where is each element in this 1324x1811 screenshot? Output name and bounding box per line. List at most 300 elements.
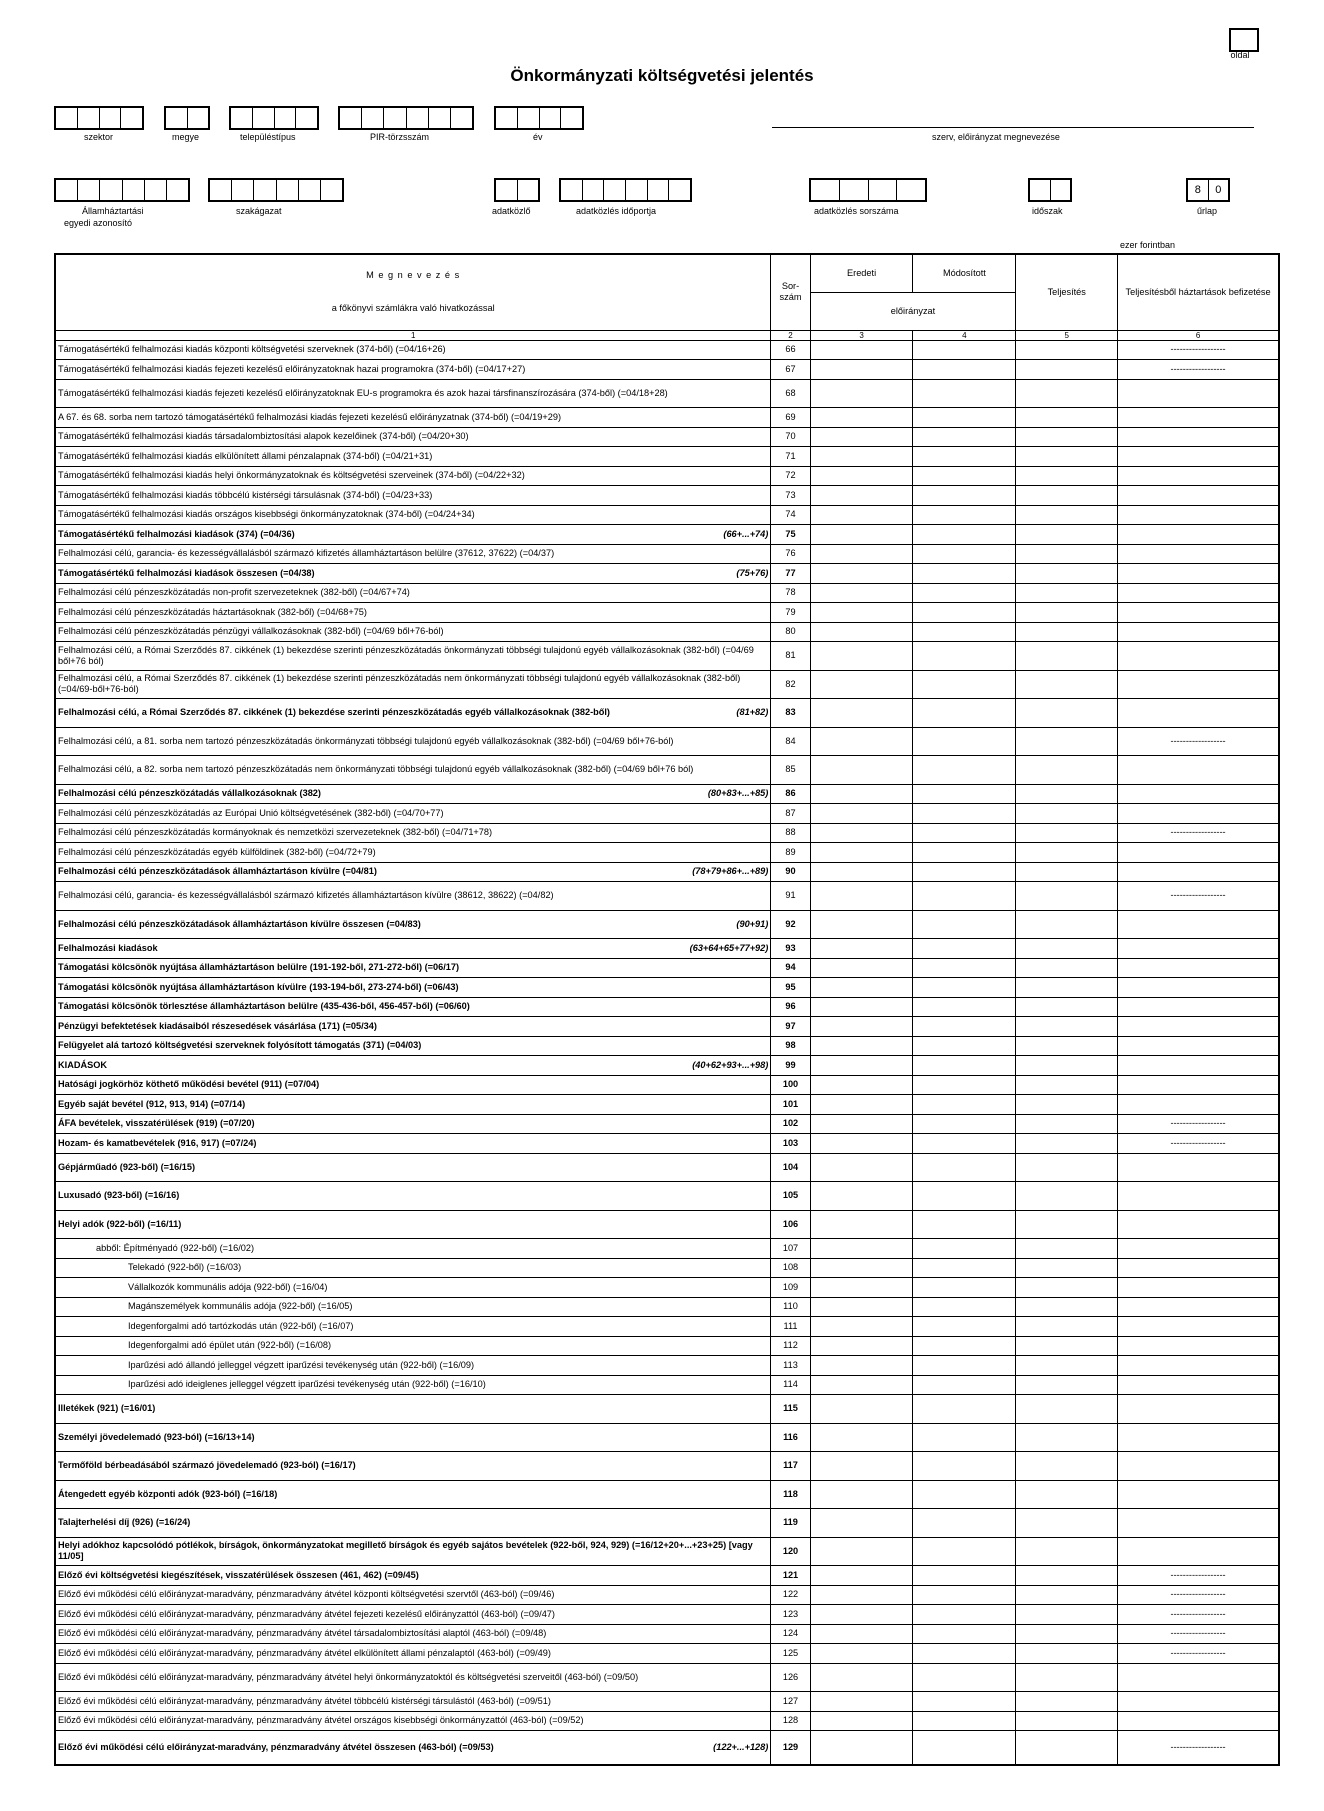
row-number: 81 <box>771 642 810 671</box>
value-cell[interactable] <box>810 1731 913 1765</box>
value-cell[interactable] <box>1016 756 1118 785</box>
haztartasok-cell[interactable]: ------------------ <box>1118 360 1279 380</box>
haztartasok-cell[interactable] <box>1118 670 1279 699</box>
value-cell[interactable] <box>913 1423 1016 1452</box>
value-cell[interactable] <box>913 997 1016 1017</box>
row-label <box>55 642 771 671</box>
value-cell[interactable] <box>913 447 1016 467</box>
value-cell[interactable] <box>913 1017 1016 1037</box>
value-cell[interactable] <box>1016 843 1118 863</box>
row-number: 110 <box>771 1297 810 1317</box>
haztartasok-cell[interactable] <box>1118 1395 1279 1424</box>
value-cell[interactable] <box>1016 1056 1118 1076</box>
value-cell[interactable] <box>1016 882 1118 911</box>
value-cell[interactable] <box>1016 622 1118 642</box>
haztartasok-cell[interactable]: ------------------ <box>1118 1585 1279 1605</box>
value-cell[interactable] <box>1016 1317 1118 1337</box>
haztartasok-cell[interactable] <box>1118 564 1279 584</box>
value-cell[interactable] <box>1016 1375 1118 1395</box>
value-cell[interactable] <box>810 564 913 584</box>
haztartasok-cell[interactable] <box>1118 1336 1279 1356</box>
row-text: Felhalmozási célú pénzeszközátadás egyéb külföldinek (382-ből) (=04/72+79) <box>58 846 376 857</box>
value-cell[interactable] <box>913 699 1016 728</box>
value-cell[interactable] <box>810 379 913 408</box>
haztartasok-cell[interactable] <box>1118 408 1279 428</box>
value-cell[interactable] <box>913 1297 1016 1317</box>
value-cell[interactable] <box>1016 1017 1118 1037</box>
value-cell[interactable] <box>1016 564 1118 584</box>
row-label <box>55 1509 771 1538</box>
allamhaztartasi-label: Államháztartási <box>82 206 144 216</box>
value-cell[interactable] <box>913 1153 1016 1182</box>
value-cell[interactable] <box>1016 1336 1118 1356</box>
sorszama-label: adatközlés sorszáma <box>814 206 899 216</box>
value-cell[interactable] <box>810 784 913 804</box>
haztartasok-cell[interactable]: ------------------ <box>1118 882 1279 911</box>
value-cell[interactable] <box>913 978 1016 998</box>
value-cell[interactable] <box>913 1375 1016 1395</box>
haztartasok-cell[interactable] <box>1118 505 1279 525</box>
value-cell[interactable] <box>913 1509 1016 1538</box>
value-cell[interactable] <box>810 910 913 939</box>
value-cell[interactable] <box>1016 1452 1118 1481</box>
value-cell[interactable] <box>810 1605 913 1625</box>
haztartasok-cell[interactable] <box>1118 1375 1279 1395</box>
report-table <box>54 253 1280 1766</box>
value-cell[interactable] <box>1016 1297 1118 1317</box>
value-cell[interactable] <box>1016 603 1118 623</box>
haztartasok-cell[interactable] <box>1118 1210 1279 1239</box>
value-cell[interactable] <box>1016 505 1118 525</box>
value-cell[interactable] <box>810 1017 913 1037</box>
value-cell[interactable] <box>810 1509 913 1538</box>
value-cell[interactable] <box>1016 1692 1118 1712</box>
row-label <box>55 1375 771 1395</box>
value-cell[interactable] <box>913 1114 1016 1134</box>
value-cell[interactable] <box>913 939 1016 959</box>
value-cell[interactable] <box>913 427 1016 447</box>
value-cell[interactable] <box>1016 642 1118 671</box>
value-cell[interactable] <box>810 1480 913 1509</box>
row-label <box>55 1056 771 1076</box>
value-cell[interactable] <box>1016 1075 1118 1095</box>
value-cell[interactable] <box>810 1297 913 1317</box>
value-cell[interactable] <box>1016 997 1118 1017</box>
row-text: Felhalmozási célú, garancia- és kezességvállalásból származó kifizetés államháztartáson belülre (37612, 37622) (=04/37) <box>58 548 555 559</box>
value-cell[interactable] <box>810 1182 913 1211</box>
value-cell[interactable] <box>1016 1036 1118 1056</box>
value-cell[interactable] <box>913 1210 1016 1239</box>
value-cell[interactable] <box>810 427 913 447</box>
haztartasok-cell[interactable] <box>1118 997 1279 1017</box>
value-cell[interactable] <box>1016 1114 1118 1134</box>
value-cell[interactable] <box>810 1423 913 1452</box>
value-cell[interactable] <box>913 408 1016 428</box>
value-cell[interactable] <box>810 1239 913 1259</box>
haztartasok-cell[interactable] <box>1118 1663 1279 1692</box>
haztartasok-cell[interactable] <box>1118 1423 1279 1452</box>
value-cell[interactable] <box>913 1644 1016 1664</box>
value-cell[interactable] <box>810 1711 913 1731</box>
haztartasok-cell[interactable] <box>1118 958 1279 978</box>
value-cell[interactable] <box>913 379 1016 408</box>
haztartasok-cell[interactable] <box>1118 1036 1279 1056</box>
haztartasok-cell[interactable] <box>1118 1711 1279 1731</box>
haztartasok-cell[interactable] <box>1118 1537 1279 1566</box>
haztartasok-cell[interactable] <box>1118 447 1279 467</box>
table-row <box>55 505 1279 525</box>
value-cell[interactable] <box>810 544 913 564</box>
value-cell[interactable] <box>913 583 1016 603</box>
megye-label: megye <box>172 132 200 142</box>
haztartasok-cell[interactable] <box>1118 1692 1279 1712</box>
value-cell[interactable] <box>810 1114 913 1134</box>
table-row <box>55 1509 1279 1538</box>
value-cell[interactable] <box>913 882 1016 911</box>
value-cell[interactable] <box>913 727 1016 756</box>
value-cell[interactable] <box>913 1278 1016 1298</box>
value-cell[interactable] <box>913 1336 1016 1356</box>
value-cell[interactable] <box>913 1480 1016 1509</box>
value-cell[interactable] <box>1016 1210 1118 1239</box>
row-label <box>55 1075 771 1095</box>
value-cell[interactable] <box>913 1095 1016 1115</box>
value-cell[interactable] <box>913 505 1016 525</box>
value-cell[interactable] <box>913 564 1016 584</box>
value-cell[interactable] <box>810 1356 913 1376</box>
haztartasok-cell[interactable] <box>1118 1095 1279 1115</box>
haztartasok-cell[interactable]: ------------------ <box>1118 1624 1279 1644</box>
value-cell[interactable] <box>810 1395 913 1424</box>
haztartasok-cell[interactable] <box>1118 642 1279 671</box>
value-cell[interactable] <box>1016 486 1118 506</box>
value-cell[interactable] <box>913 1537 1016 1566</box>
value-cell[interactable] <box>810 1258 913 1278</box>
row-text: Felhalmozási célú, a 82. sorba nem tartozó pénzeszközátadás nem önkormányzati többségi tulajdonú egyéb vállalkozásoknak (382-ből) (=04/69 ből+76 ból) <box>58 764 694 775</box>
value-cell[interactable] <box>1016 1423 1118 1452</box>
table-row <box>55 1663 1279 1692</box>
haztartasok-cell[interactable] <box>1118 1056 1279 1076</box>
value-cell[interactable] <box>1016 1585 1118 1605</box>
row-label <box>55 505 771 525</box>
value-cell[interactable] <box>810 882 913 911</box>
row-text: Telekadó (922-ből) (=16/03) <box>128 1262 242 1273</box>
haztartasok-cell[interactable] <box>1118 1509 1279 1538</box>
value-cell[interactable] <box>810 1095 913 1115</box>
page-number-box <box>1229 28 1259 52</box>
haztartasok-cell[interactable]: ------------------ <box>1118 1134 1279 1154</box>
value-cell[interactable] <box>810 603 913 623</box>
row-text: Felhalmozási célú, a Római Szerződés 87. cikkének (1) bekezdése szerinti pénzeszközátadás önkormányzati többségi tulajdonú egyéb vállalkozásoknak (382-ből) (=04/69 ből+76 ból) <box>58 644 754 666</box>
value-cell[interactable] <box>913 486 1016 506</box>
value-cell[interactable] <box>1016 1624 1118 1644</box>
haztartasok-cell[interactable] <box>1118 1258 1279 1278</box>
value-cell[interactable] <box>913 862 1016 882</box>
value-cell[interactable] <box>913 823 1016 843</box>
value-cell[interactable] <box>913 642 1016 671</box>
value-cell[interactable] <box>1016 1480 1118 1509</box>
value-cell[interactable] <box>1016 804 1118 824</box>
haztartasok-cell[interactable] <box>1118 978 1279 998</box>
haztartasok-cell[interactable] <box>1118 1297 1279 1317</box>
haztartasok-cell[interactable] <box>1118 1017 1279 1037</box>
value-cell[interactable] <box>1016 939 1118 959</box>
haztartasok-cell[interactable] <box>1118 427 1279 447</box>
value-cell[interactable] <box>810 843 913 863</box>
value-cell[interactable] <box>913 756 1016 785</box>
value-cell[interactable] <box>913 1395 1016 1424</box>
haztartasok-cell[interactable]: ------------------ <box>1118 1114 1279 1134</box>
haztartasok-cell[interactable] <box>1118 622 1279 642</box>
value-cell[interactable] <box>810 1317 913 1337</box>
value-cell[interactable] <box>810 958 913 978</box>
value-cell[interactable] <box>810 622 913 642</box>
value-cell[interactable] <box>1016 1711 1118 1731</box>
telepulestipus-boxes <box>229 106 319 130</box>
table-row <box>55 622 1279 642</box>
row-number: 78 <box>771 583 810 603</box>
value-cell[interactable] <box>1016 544 1118 564</box>
haztartasok-cell[interactable]: ------------------ <box>1118 1731 1279 1765</box>
value-cell[interactable] <box>1016 408 1118 428</box>
value-cell[interactable] <box>810 1075 913 1095</box>
value-cell[interactable] <box>913 1317 1016 1337</box>
row-number: 80 <box>771 622 810 642</box>
value-cell[interactable] <box>810 1336 913 1356</box>
value-cell[interactable] <box>810 727 913 756</box>
value-cell[interactable] <box>913 804 1016 824</box>
haztartasok-cell[interactable] <box>1118 939 1279 959</box>
value-cell[interactable] <box>913 1692 1016 1712</box>
value-cell[interactable] <box>810 642 913 671</box>
haztartasok-cell[interactable] <box>1118 1317 1279 1337</box>
value-cell[interactable] <box>810 486 913 506</box>
haztartasok-cell[interactable] <box>1118 862 1279 882</box>
row-number: 111 <box>771 1317 810 1337</box>
value-cell[interactable] <box>810 1566 913 1586</box>
haztartasok-cell[interactable] <box>1118 1480 1279 1509</box>
value-cell[interactable] <box>810 823 913 843</box>
value-cell[interactable] <box>810 1663 913 1692</box>
haztartasok-cell[interactable] <box>1118 379 1279 408</box>
haztartasok-cell[interactable] <box>1118 525 1279 545</box>
value-cell[interactable] <box>810 1692 913 1712</box>
value-cell[interactable] <box>913 1036 1016 1056</box>
value-cell[interactable] <box>913 1056 1016 1076</box>
haztartasok-cell[interactable] <box>1118 756 1279 785</box>
haztartasok-cell[interactable] <box>1118 843 1279 863</box>
value-cell[interactable] <box>913 1624 1016 1644</box>
value-cell[interactable] <box>1016 823 1118 843</box>
row-text: Felhalmozási célú, garancia- és kezességvállalásból származó kifizetés államháztartáson kívülre (38612, 38622) (=04/82) <box>58 890 554 901</box>
haztartasok-cell[interactable]: ------------------ <box>1118 1644 1279 1664</box>
value-cell[interactable] <box>1016 1566 1118 1586</box>
value-cell[interactable] <box>810 1134 913 1154</box>
value-cell[interactable] <box>810 360 913 380</box>
value-cell[interactable] <box>810 447 913 467</box>
value-cell[interactable] <box>810 1452 913 1481</box>
value-cell[interactable] <box>1016 1258 1118 1278</box>
haztartasok-cell[interactable]: ------------------ <box>1118 340 1279 360</box>
row-label <box>55 670 771 699</box>
value-cell[interactable] <box>810 756 913 785</box>
value-cell[interactable] <box>913 910 1016 939</box>
value-cell[interactable] <box>1016 1644 1118 1664</box>
value-cell[interactable] <box>913 1711 1016 1731</box>
row-formula: (122+...+128) <box>713 1741 769 1752</box>
value-cell[interactable] <box>913 525 1016 545</box>
haztartasok-cell[interactable]: ------------------ <box>1118 823 1279 843</box>
value-cell[interactable] <box>810 699 913 728</box>
value-cell[interactable] <box>1016 784 1118 804</box>
row-number: 100 <box>771 1075 810 1095</box>
value-cell[interactable] <box>1016 727 1118 756</box>
value-cell[interactable] <box>810 862 913 882</box>
haztartasok-cell[interactable] <box>1118 1356 1279 1376</box>
haztartasok-cell[interactable] <box>1118 784 1279 804</box>
value-cell[interactable] <box>1016 862 1118 882</box>
row-text: Felhalmozási célú pénzeszközátadás az Európai Unió költségvetésének (382-ből) (=04/70+77) <box>58 807 444 818</box>
haztartasok-cell[interactable] <box>1118 804 1279 824</box>
value-cell[interactable] <box>913 1075 1016 1095</box>
value-cell[interactable] <box>1016 958 1118 978</box>
value-cell[interactable] <box>810 939 913 959</box>
row-formula: (90+91) <box>736 918 769 929</box>
value-cell[interactable] <box>810 466 913 486</box>
table-row <box>55 978 1279 998</box>
value-cell[interactable] <box>913 1258 1016 1278</box>
value-cell[interactable] <box>913 1452 1016 1481</box>
row-number: 89 <box>771 843 810 863</box>
haztartasok-cell[interactable]: ------------------ <box>1118 1566 1279 1586</box>
value-cell[interactable] <box>1016 1509 1118 1538</box>
value-cell[interactable] <box>1016 447 1118 467</box>
value-cell[interactable] <box>810 804 913 824</box>
row-label <box>55 1258 771 1278</box>
value-cell[interactable] <box>1016 379 1118 408</box>
value-cell[interactable] <box>810 340 913 360</box>
value-cell[interactable] <box>913 1731 1016 1765</box>
value-cell[interactable] <box>1016 1278 1118 1298</box>
value-cell[interactable] <box>1016 1395 1118 1424</box>
value-cell[interactable] <box>913 1239 1016 1259</box>
value-cell[interactable] <box>810 670 913 699</box>
value-cell[interactable] <box>810 1036 913 1056</box>
value-cell[interactable] <box>810 1585 913 1605</box>
value-cell[interactable] <box>913 603 1016 623</box>
value-cell[interactable] <box>810 1056 913 1076</box>
haztartasok-cell[interactable] <box>1118 1278 1279 1298</box>
value-cell[interactable] <box>913 1566 1016 1586</box>
row-number: 77 <box>771 564 810 584</box>
header-modositott: Módosított <box>913 254 1016 292</box>
value-cell[interactable] <box>810 1153 913 1182</box>
haztartasok-cell[interactable] <box>1118 699 1279 728</box>
haztartasok-cell[interactable] <box>1118 486 1279 506</box>
value-cell[interactable] <box>810 1644 913 1664</box>
haztartasok-cell[interactable]: ------------------ <box>1118 1605 1279 1625</box>
haztartasok-cell[interactable] <box>1118 466 1279 486</box>
value-cell[interactable] <box>810 1624 913 1644</box>
value-cell[interactable] <box>913 1182 1016 1211</box>
value-cell[interactable] <box>913 622 1016 642</box>
value-cell[interactable] <box>1016 1537 1118 1566</box>
table-row <box>55 1566 1279 1586</box>
value-cell[interactable] <box>1016 910 1118 939</box>
value-cell[interactable] <box>1016 1182 1118 1211</box>
table-row <box>55 1336 1279 1356</box>
value-cell[interactable] <box>1016 670 1118 699</box>
value-cell[interactable] <box>1016 427 1118 447</box>
value-cell[interactable] <box>913 466 1016 486</box>
value-cell[interactable] <box>1016 360 1118 380</box>
haztartasok-cell[interactable]: ------------------ <box>1118 727 1279 756</box>
haztartasok-cell[interactable] <box>1118 910 1279 939</box>
value-cell[interactable] <box>1016 1239 1118 1259</box>
row-label <box>55 1537 771 1566</box>
value-cell[interactable] <box>913 1663 1016 1692</box>
value-cell[interactable] <box>913 843 1016 863</box>
haztartasok-cell[interactable] <box>1118 583 1279 603</box>
value-cell[interactable] <box>913 1356 1016 1376</box>
haztartasok-cell[interactable] <box>1118 544 1279 564</box>
value-cell[interactable] <box>810 1210 913 1239</box>
value-cell[interactable] <box>1016 1134 1118 1154</box>
value-cell[interactable] <box>810 997 913 1017</box>
value-cell[interactable] <box>913 1605 1016 1625</box>
row-text: Gépjárműadó (923-ből) (=16/15) <box>58 1161 196 1172</box>
value-cell[interactable] <box>1016 1095 1118 1115</box>
value-cell[interactable] <box>1016 1731 1118 1765</box>
value-cell[interactable] <box>913 360 1016 380</box>
value-cell[interactable] <box>1016 1153 1118 1182</box>
value-cell[interactable] <box>810 525 913 545</box>
value-cell[interactable] <box>1016 699 1118 728</box>
value-cell[interactable] <box>1016 1663 1118 1692</box>
value-cell[interactable] <box>913 784 1016 804</box>
value-cell[interactable] <box>913 544 1016 564</box>
value-cell[interactable] <box>1016 1356 1118 1376</box>
value-cell[interactable] <box>1016 1605 1118 1625</box>
value-cell[interactable] <box>810 1278 913 1298</box>
haztartasok-cell[interactable] <box>1118 603 1279 623</box>
haztartasok-cell[interactable] <box>1118 1075 1279 1095</box>
row-number: 82 <box>771 670 810 699</box>
value-cell[interactable] <box>913 1585 1016 1605</box>
value-cell[interactable] <box>810 583 913 603</box>
row-text: Vállalkozók kommunális adója (922-ből) (=16/04) <box>128 1281 328 1292</box>
haztartasok-cell[interactable] <box>1118 1153 1279 1182</box>
value-cell[interactable] <box>810 978 913 998</box>
value-cell[interactable] <box>810 1375 913 1395</box>
value-cell[interactable] <box>1016 466 1118 486</box>
row-number: 126 <box>771 1663 810 1692</box>
value-cell[interactable] <box>810 1537 913 1566</box>
haztartasok-cell[interactable] <box>1118 1239 1279 1259</box>
value-cell[interactable] <box>913 340 1016 360</box>
value-cell[interactable] <box>1016 525 1118 545</box>
value-cell[interactable] <box>1016 978 1118 998</box>
value-cell[interactable] <box>913 670 1016 699</box>
value-cell[interactable] <box>810 408 913 428</box>
haztartasok-cell[interactable] <box>1118 1452 1279 1481</box>
value-cell[interactable] <box>1016 583 1118 603</box>
value-cell[interactable] <box>1016 340 1118 360</box>
haztartasok-cell[interactable] <box>1118 1182 1279 1211</box>
value-cell[interactable] <box>913 958 1016 978</box>
value-cell[interactable] <box>913 1134 1016 1154</box>
value-cell[interactable] <box>810 505 913 525</box>
